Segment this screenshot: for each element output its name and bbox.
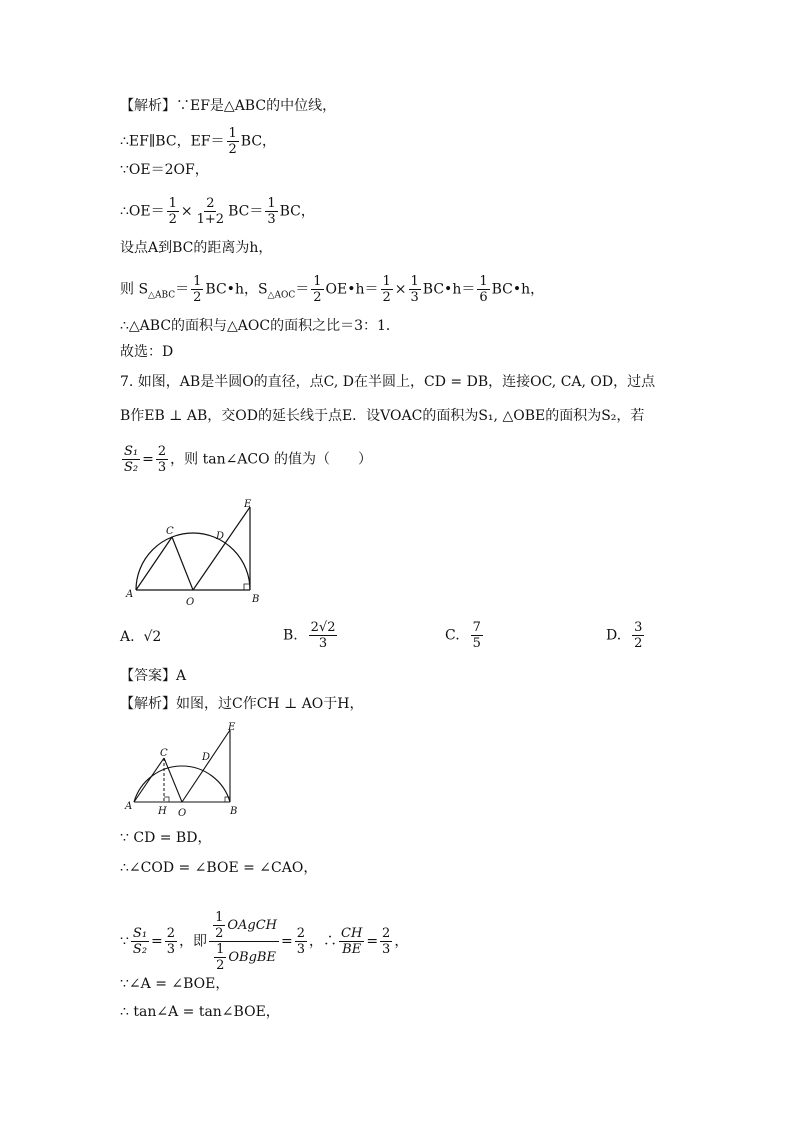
fraction-num: 2 xyxy=(166,926,176,941)
fraction-num: 1 xyxy=(410,274,419,289)
fraction-num: 1 xyxy=(193,274,202,289)
text: BC， xyxy=(279,203,315,220)
label-b: B xyxy=(230,806,238,817)
fraction xyxy=(380,926,392,957)
fraction-num: 1 xyxy=(267,196,276,211)
question-line1 xyxy=(120,372,655,392)
text: BC•h，S xyxy=(205,281,268,298)
fraction xyxy=(156,444,168,475)
fraction-den: 2 xyxy=(228,142,237,157)
analysis2-step3 xyxy=(120,910,408,973)
fraction-den: 2 xyxy=(313,290,322,305)
fraction xyxy=(309,620,338,651)
analysis-tag: 【解析】 xyxy=(120,98,176,114)
analysis1-line4 xyxy=(120,196,315,227)
fraction-num: 1 xyxy=(382,274,391,289)
option-value: √2 xyxy=(143,629,162,645)
fraction-den: 3 xyxy=(166,942,176,957)
fraction xyxy=(632,620,644,651)
segment-ac xyxy=(134,758,164,802)
text: ，则 tan∠ACO 的值为（ ） xyxy=(170,451,373,468)
fraction-num: 2√2 xyxy=(310,620,336,635)
subscript: △ABC xyxy=(148,290,176,301)
question-line3 xyxy=(120,444,372,475)
label-d: D xyxy=(202,752,211,763)
fraction-den: 6 xyxy=(479,290,488,305)
fraction xyxy=(165,926,177,957)
text: 则 S xyxy=(120,281,149,298)
text: ∴EF∥BC，EF＝ xyxy=(120,133,225,150)
text: ∵OE＝2OF， xyxy=(120,162,209,178)
label-c: C xyxy=(160,748,168,759)
answer-tag: 【答案】 xyxy=(120,668,176,684)
fraction-num: 1 xyxy=(215,910,224,925)
text: ∵∠A = ∠BOE， xyxy=(120,976,230,992)
fraction-den: 1+2 xyxy=(196,212,225,227)
text: = xyxy=(151,933,163,950)
option-label: B. xyxy=(283,627,298,644)
label-a: A xyxy=(125,801,133,812)
text: OE•h＝ xyxy=(325,281,379,298)
analysis2-step4 xyxy=(120,974,229,994)
fraction-num: 2 xyxy=(157,444,167,459)
fraction-den: S₂ xyxy=(124,460,139,475)
fraction-num: 1 xyxy=(216,942,225,957)
times-sign: × xyxy=(180,203,193,220)
label-a: A xyxy=(126,589,134,600)
fraction-num: S₁ xyxy=(124,444,139,459)
text: OAgCH xyxy=(227,918,277,933)
fraction-den: 2 xyxy=(193,290,202,305)
fraction-num: 3 xyxy=(634,620,643,635)
text: 如图，过C作CH ⊥ AO于H， xyxy=(176,696,364,712)
analysis1-text1: ∵EF是△ABC的中位线， xyxy=(176,98,337,114)
text: = xyxy=(281,933,293,950)
fraction xyxy=(477,274,489,305)
right-angle-mark-h xyxy=(164,797,169,802)
fraction xyxy=(409,274,421,305)
analysis-figure xyxy=(120,720,250,820)
option-b[interactable] xyxy=(283,620,339,651)
fraction-num: 1 xyxy=(479,274,488,289)
fraction xyxy=(122,444,140,475)
option-label: C. xyxy=(445,627,460,644)
fraction-den: 2 xyxy=(216,958,225,973)
label-e: E xyxy=(244,499,252,510)
fraction xyxy=(295,926,307,957)
segment-ac xyxy=(136,537,172,590)
fraction-den xyxy=(210,942,278,973)
text: ∴△ABC的面积与△AOC的面积之比＝3：1． xyxy=(120,318,400,334)
fraction-num: 1 xyxy=(228,126,237,141)
fraction-den: 3 xyxy=(296,942,306,957)
segment-oc xyxy=(172,537,193,590)
fraction-den: 2 xyxy=(382,290,391,305)
analysis1-line8 xyxy=(120,342,173,362)
fraction-num xyxy=(209,910,279,942)
fraction-den: S₂ xyxy=(132,942,148,957)
text: 7. 如图，AB是半圆O的直径，点C, D在半圆上，CD = DB，连接OC, CA, OD，过点 xyxy=(120,374,656,390)
fraction xyxy=(381,274,393,305)
fraction-den: 3 xyxy=(318,636,328,651)
fraction xyxy=(214,942,226,973)
fraction-den: 3 xyxy=(157,460,167,475)
label-d: D xyxy=(216,531,225,542)
fraction xyxy=(265,196,277,227)
fraction xyxy=(195,196,226,227)
answer-value: A xyxy=(176,668,187,684)
analysis1-line7 xyxy=(120,316,400,336)
fraction-den: 2 xyxy=(634,636,643,651)
analysis2-intro xyxy=(120,694,364,714)
fraction xyxy=(191,274,203,305)
fraction-num: 2 xyxy=(296,926,306,941)
text: ，∴ xyxy=(309,933,338,950)
fraction-num: 2 xyxy=(206,196,215,211)
analysis2-step5 xyxy=(120,1002,280,1022)
text: B作EB ⊥ AB，交OD的延长线于点E．设VOAC的面积为S₁, △OBE的面积为S₂，若 xyxy=(120,408,645,424)
fraction-num: 1 xyxy=(168,196,177,211)
analysis1-line6 xyxy=(120,274,544,305)
fraction-den: 5 xyxy=(472,636,481,651)
text: ∵ CD = BD， xyxy=(120,830,212,846)
label-e: E xyxy=(228,722,236,733)
text: 故选：D xyxy=(120,344,174,360)
compound-fraction xyxy=(209,910,279,973)
segment-oe xyxy=(193,507,250,590)
fraction-den: 2 xyxy=(215,926,224,941)
analysis2-step1 xyxy=(120,828,211,848)
times-sign: × xyxy=(394,281,407,298)
semicircle xyxy=(134,766,230,802)
text: ，即 xyxy=(179,933,208,950)
fraction xyxy=(167,196,179,227)
fraction xyxy=(213,910,225,941)
fraction-den: BE xyxy=(342,942,362,957)
text: BC•h＝ xyxy=(422,281,476,298)
option-d[interactable] xyxy=(606,620,646,651)
fraction-num: 1 xyxy=(313,274,322,289)
fraction xyxy=(339,926,364,957)
text: ， xyxy=(394,933,409,950)
fraction-num: S₁ xyxy=(132,926,148,941)
text: ∴OE＝ xyxy=(120,203,165,220)
subscript: △AOC xyxy=(267,290,296,301)
fraction xyxy=(131,926,149,957)
option-c[interactable] xyxy=(445,620,485,651)
label-h: H xyxy=(158,806,167,817)
text: ＝ xyxy=(175,281,190,298)
fraction-den: 3 xyxy=(267,212,276,227)
label-c: C xyxy=(166,526,174,537)
segment-oc xyxy=(164,758,182,802)
fraction xyxy=(471,620,483,651)
label-b: B xyxy=(252,594,260,605)
fraction-den: 3 xyxy=(382,942,391,957)
text: = xyxy=(142,451,154,468)
fraction-num: 2 xyxy=(382,926,391,941)
option-a[interactable] xyxy=(120,627,161,647)
question-figure xyxy=(120,495,270,610)
semicircle xyxy=(136,533,250,590)
fraction xyxy=(311,274,323,305)
analysis1-line3 xyxy=(120,160,209,180)
text: ∴ tan∠A = tan∠BOE， xyxy=(120,1004,280,1020)
analysis1-line5 xyxy=(120,238,272,258)
text: OBgBE xyxy=(228,950,276,965)
right-angle-mark xyxy=(244,584,250,590)
text: ＝ xyxy=(295,281,310,298)
text: ∴∠COD = ∠BOE = ∠CAO， xyxy=(120,860,318,876)
analysis1-line2 xyxy=(120,126,276,157)
analysis2-step2 xyxy=(120,858,317,878)
fraction-den: 2 xyxy=(168,212,177,227)
text: BC＝ xyxy=(228,203,264,220)
question-line2 xyxy=(120,406,644,426)
analysis1-line1 xyxy=(120,96,336,116)
fraction xyxy=(227,126,239,157)
text: = xyxy=(366,933,379,950)
text: 设点A到BC的距离为h， xyxy=(120,240,273,256)
text: ∵ xyxy=(120,933,129,950)
fraction-den: 3 xyxy=(410,290,419,305)
option-label: D. xyxy=(606,627,622,644)
option-label: A. xyxy=(120,629,135,645)
text: BC•h， xyxy=(491,281,545,298)
label-o: O xyxy=(186,597,195,608)
fraction-num: 7 xyxy=(472,620,481,635)
analysis-tag: 【解析】 xyxy=(120,696,176,712)
text: BC， xyxy=(240,133,277,150)
fraction-num: CH xyxy=(341,926,363,941)
answer-line xyxy=(120,666,186,686)
label-o: O xyxy=(178,808,187,819)
